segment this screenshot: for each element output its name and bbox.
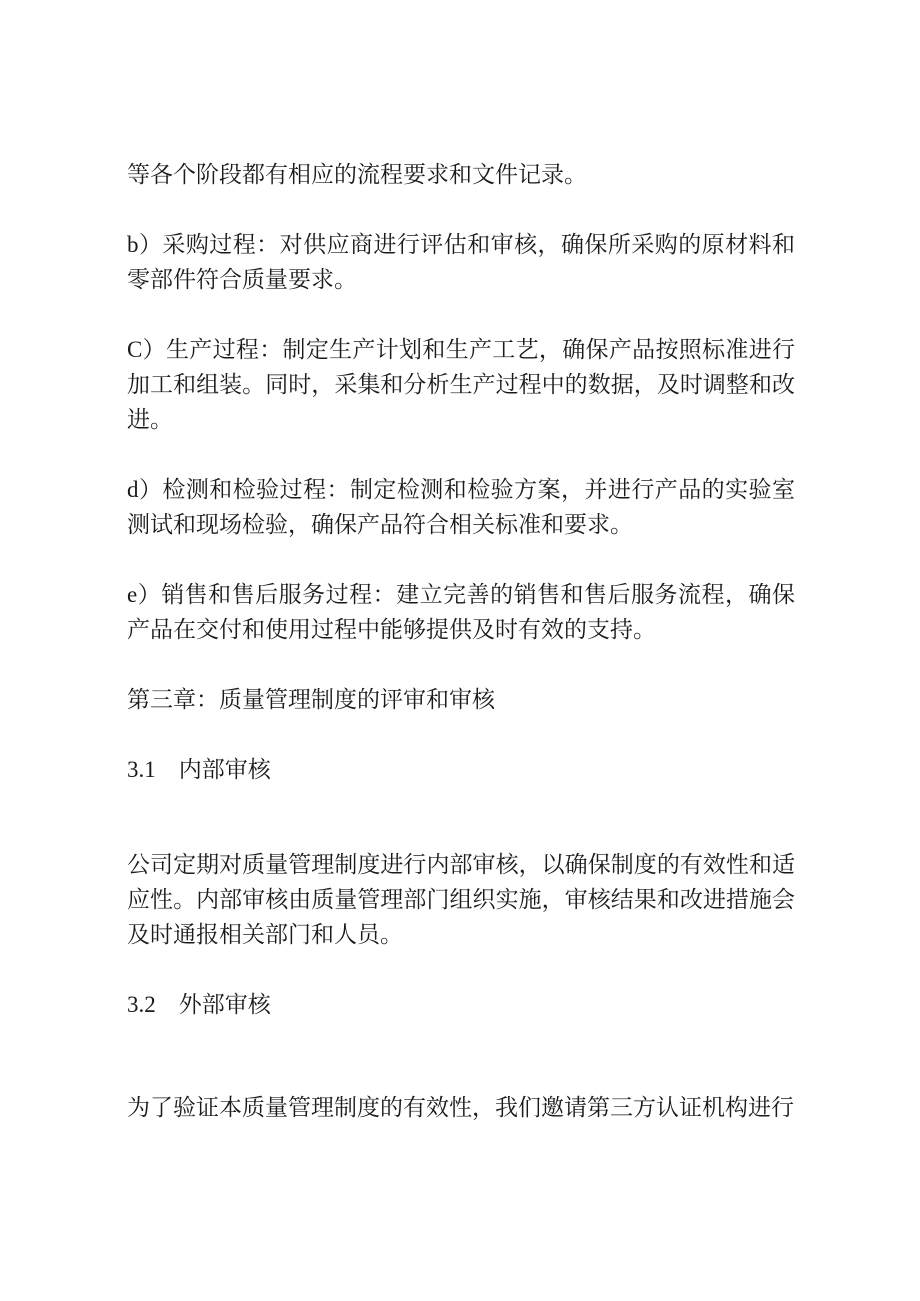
paragraph-continuation: 等各个阶段都有相应的流程要求和文件记录。: [127, 162, 587, 187]
chapter-3-heading: 第三章：质量管理制度的评审和审核: [127, 687, 495, 712]
list-item-e-sales-service: e）销售和售后服务过程：建立完善的销售和售后服务流程，确保产品在交付和使用过程中能够提供及时有效的支持。: [127, 582, 795, 642]
section-3-2-body: 为了验证本质量管理制度的有效性，我们邀请第三方认证机构进行: [127, 1095, 794, 1120]
list-item-c-production: C）生产过程：制定生产计划和生产工艺，确保产品按照标准进行加工和组装。同时，采集和分析生产过程中的数据，及时调整和改进。: [127, 337, 795, 432]
section-3-1-heading: 3.1 内部审核: [127, 757, 271, 782]
list-item-d-inspection: d）检测和检验过程：制定检测和检验方案，并进行产品的实验室测试和现场检验，确保产品符合相关标准和要求。: [127, 477, 795, 537]
section-3-2-heading: 3.2 外部审核: [127, 992, 271, 1017]
section-3-1-body: 公司定期对质量管理制度进行内部审核，以确保制度的有效性和适应性。内部审核由质量管理部门组织实施，审核结果和改进措施会及时通报相关部门和人员。: [127, 852, 795, 947]
list-item-b-procurement: b）采购过程：对供应商进行评估和审核，确保所采购的原材料和零部件符合质量要求。: [127, 232, 795, 292]
